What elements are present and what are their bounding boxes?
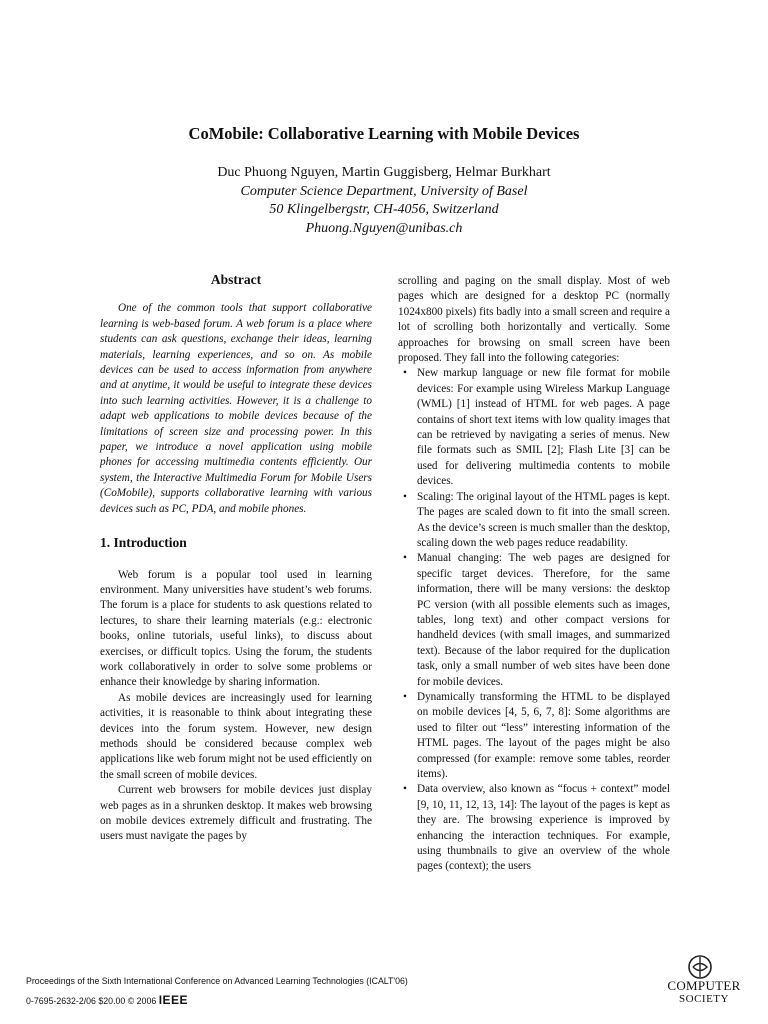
bullet-icon: • [403, 552, 407, 565]
list-item-text: Data overview, also known as “focus + context” model [9, 10, 11, 12, 13, 14]: The layout of the pages is kept as they are. The browsing experience is improved by enhancing the interaction techniques. For example, using thumbnails to give an overview of the whole pages (context); the users [417, 783, 670, 873]
bullet-icon: • [403, 783, 407, 796]
address: 50 Klingelbergstr, CH-4056, Switzerland [269, 202, 499, 217]
introduction-heading: 1. Introduction [100, 535, 187, 551]
list-item [398, 366, 670, 489]
list-item-text: Manual changing: The web pages are designed for specific target devices. Therefore, for the same information, there will be many versions: the desktop PC version (with all possible elements such as images, tables, long text) and other compact versions for handheld devices (with small images, and summarized text). Because of the labor required for the duplication task, only a small number of web sites have been done for mobile devices. [417, 552, 670, 688]
affiliation: Computer Science Department, University of Basel [240, 183, 528, 199]
proceedings-footer [26, 972, 408, 1011]
left-column [100, 270, 372, 845]
abstract-heading: Abstract [210, 272, 262, 287]
list-item-text: New markup language or new file format for mobile devices: For example using Wireless Markup Language (WML) [1] instead of HTML for web pages. A page contains of short text items with low quality images that can be retrieved by navigating a series of menus. New file formats such as SMIL [2]; Flash Lite [3] can be used for delivering multimedia contents to mobile devices. [417, 367, 670, 488]
logo-word-society: SOCIETY [679, 993, 729, 1005]
list-item-text: Scaling: The original layout of the HTML pages is kept. The pages are scaled down to fit into the small screen. As the device’s screen is much smaller than the desktop, scaling down the web pages reduce readability. [417, 490, 670, 549]
intro-paragraph-3: Current web browsers for mobile devices just display web pages as in a shrunken desktop. It makes web browsing on mobile devices extremely difficult and frustrating. The users must navigate the pages by [100, 784, 372, 843]
proceedings-line: Proceedings of the Sixth International Conference on Advanced Learning Technologies (ICALT'06) [26, 976, 408, 986]
email: Phuong.Nguyen@unibas.ch [305, 220, 463, 236]
ieee-wordmark: IEEE [158, 993, 189, 1007]
bullet-icon: • [403, 490, 407, 503]
ieee-computer-society-logo-icon [687, 954, 713, 980]
author-names: Duc Phuong Nguyen, Martin Guggisberg, Helmar Burkhart [217, 165, 551, 180]
bullet-icon: • [403, 367, 407, 380]
intro-paragraph-2: As mobile devices are increasingly used for learning activities, it is reasonable to think about integrating these devices into the forum system. However, new design methods should be considered because complex web applications like web forum might not be used efficiently on the small screen of mobile devices. [100, 691, 372, 781]
list-item [398, 690, 670, 782]
list-item [398, 490, 670, 552]
computer-society-logo [660, 952, 768, 1012]
copyright-text: 0-7695-2632-2/06 $20.00 © 2006 [26, 996, 157, 1006]
list-item [398, 782, 670, 874]
list-item-text: Dynamically transforming the HTML to be displayed on mobile devices [4, 5, 6, 7, 8]: Some algorithms are used to filter out “less” interesting information of the HTML pages. The layout of the pages might be also compressed (for example: remove some tables, reorder items). [417, 690, 670, 780]
intro-paragraph-3-continued: scrolling and paging on the small display. Most of web pages which are designed for a desktop PC (normally 1024x800 pixels) fits badly into a small screen and require a lot of scrolling both horizontally and vertically. Some approaches for browsing on small screen have been proposed. They fall into the following categories: [398, 275, 670, 365]
copyright-line [26, 991, 408, 1011]
approach-list [398, 366, 670, 874]
bullet-icon: • [403, 690, 407, 703]
list-item [398, 551, 670, 690]
right-column [398, 274, 670, 875]
intro-paragraph-1: Web forum is a popular tool used in learning environment. Many universities have student’s web forums. The forum is a place for students to ask questions related to lectures, to share their learning materials (e.g.: electronic books, online tutorials, useful links), to discuss about exercises, or difficult topics. Using the forum, the students work collaboratively in order to solve some problems or enhance their knowledge by sharing information. [100, 568, 372, 689]
logo-word-computer: COMPUTER [667, 978, 741, 993]
paper-title: CoMobile: Collaborative Learning with Mobile Devices [188, 124, 580, 143]
author-block [0, 164, 768, 238]
abstract-text: One of the common tools that support collaborative learning is web-based forum. A web forum is a place where students can ask questions, exchange their ideas, learning materials, learning experiences, and so on. As mobile devices can be used to access information from anywhere and at anytime, it would be useful to integrate these devices into such learning activities. However, it is a challenge to adapt web applications to mobile devices because of the limitations of screen size and processing power. In this paper, we introduce a novel application using mobile phones for accessing multimedia contents efficiently. Our system, the Interactive Multimedia Forum for Mobile Users (CoMobile), supports collaborative learning with various devices such as PC, PDA, and mobile phones. [100, 302, 372, 515]
